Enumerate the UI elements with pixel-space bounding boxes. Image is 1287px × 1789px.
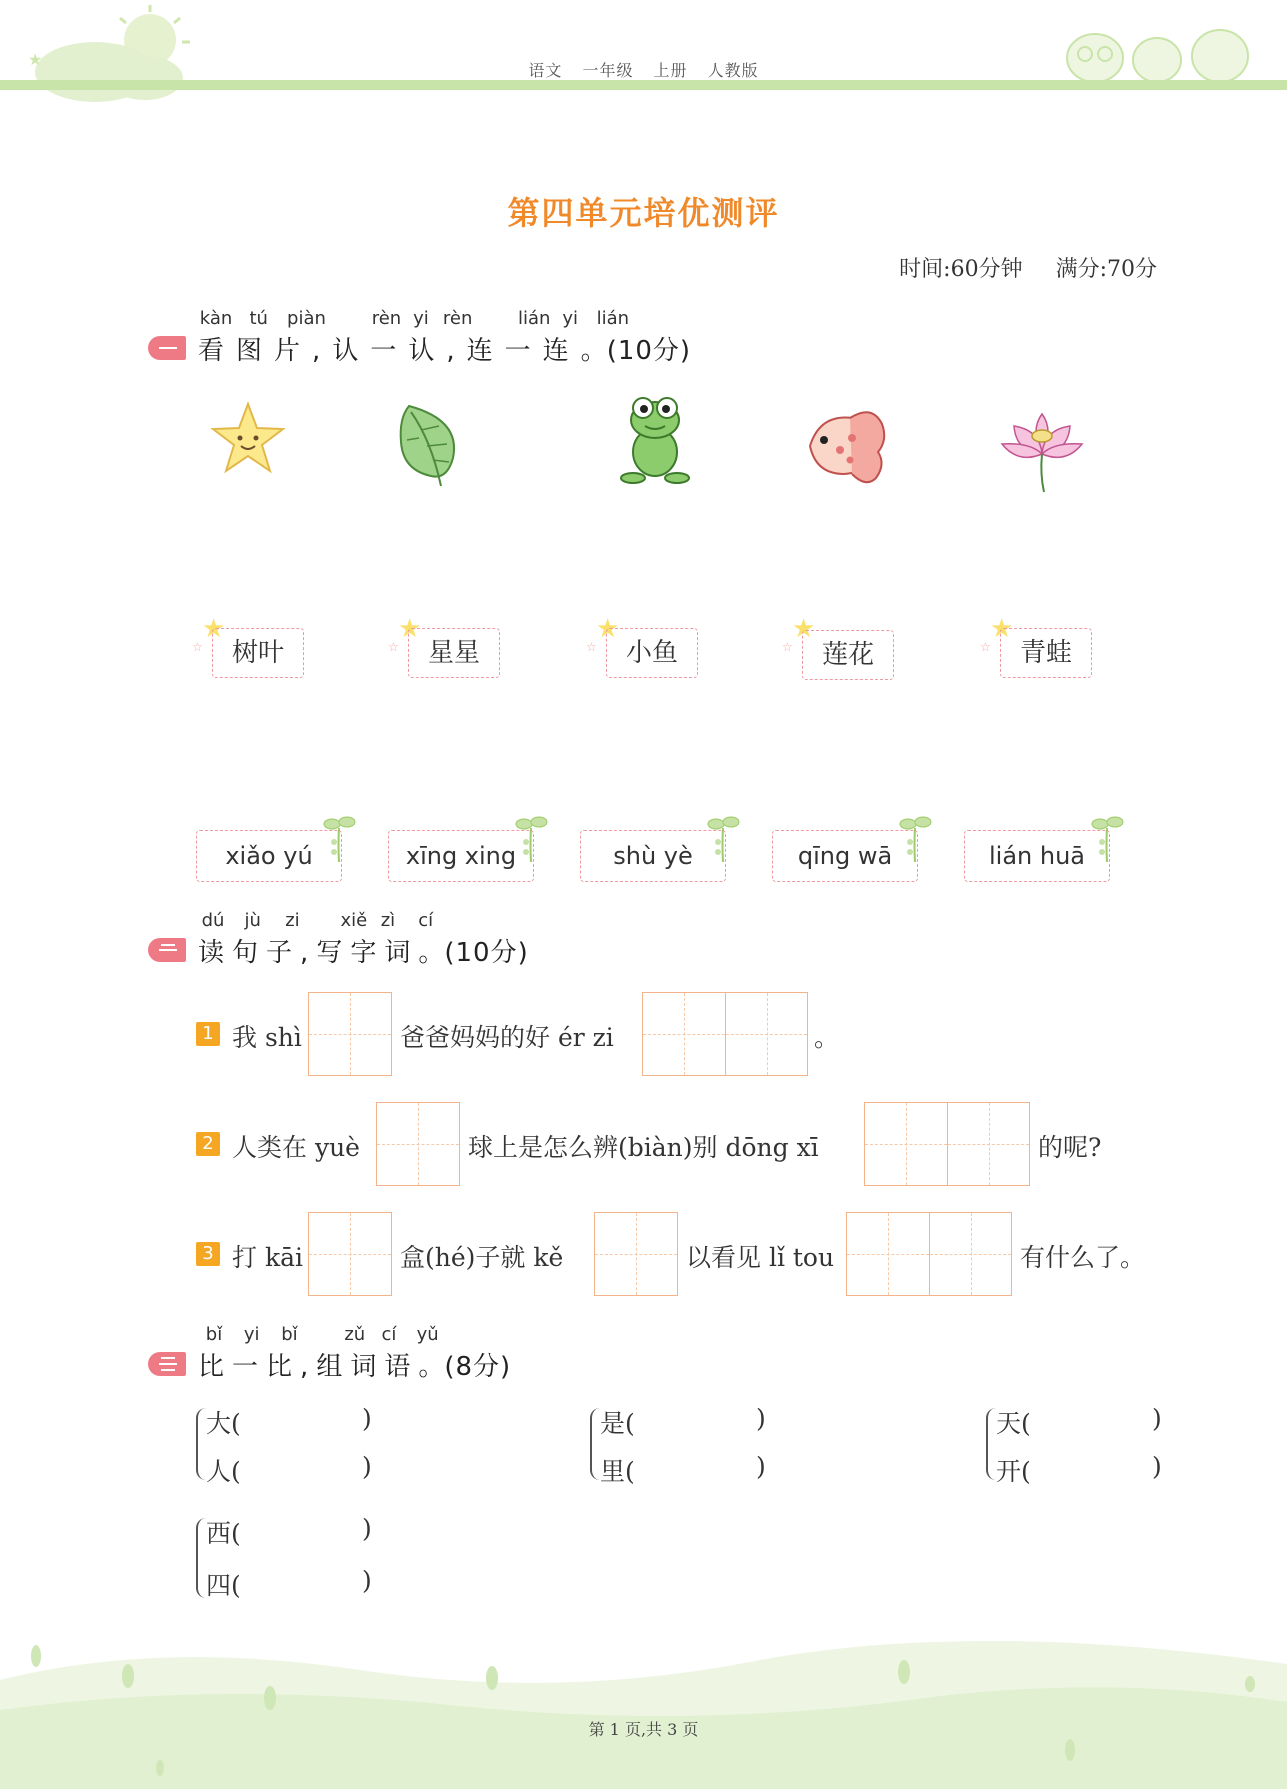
sprout-icon [898,814,932,864]
char: 图 [236,336,275,366]
header-tags [0,58,1287,81]
section3-points: (8分) [444,1352,512,1382]
grid-cell[interactable] [865,1103,947,1185]
compare-item: 大( [206,1409,241,1438]
char: 一 [370,336,409,366]
page-footer: 第 1 页,共 3 页 [588,1720,699,1739]
pinyin: bǐ [205,1324,223,1345]
char: 比 [266,1352,301,1382]
pinyin: xiě [340,910,368,931]
star-deco-icon: ★ [990,614,1014,644]
pinyin: rèn [371,308,402,329]
star-deco-icon: ★ [792,614,816,644]
header-band [0,80,1287,90]
brace [590,1408,600,1480]
char: , [446,336,467,366]
writing-grid[interactable] [308,992,392,1076]
small-star-icon: ☆ [192,640,203,654]
char: 。 [580,336,607,366]
compare-close: ) [362,1452,372,1481]
word-card-text: 青蛙 [1000,628,1092,678]
compare-close: ) [1152,1452,1162,1481]
char: , [300,1352,317,1382]
footer-hills-icon [0,1620,1287,1789]
char: 读 [198,938,233,968]
pinyin: rèn [442,308,473,329]
compare-item: 西( [206,1519,241,1548]
compare-item: 四( [206,1571,241,1600]
sprout-icon [1090,814,1124,864]
pinyin: cí [418,910,434,931]
char: 连 [542,336,581,366]
pinyin: yi [562,308,578,329]
header-tag-subject: 语文 [528,61,563,80]
question-text: 球上是怎么辨(biàn)别 dōng xī [468,1133,819,1162]
word-card-text: 星星 [408,628,500,678]
char: 比 [198,1352,233,1382]
char: 。 [418,938,445,968]
writing-grid[interactable] [594,1212,678,1296]
compare-item: 天( [996,1409,1031,1438]
grid-cell[interactable] [643,993,725,1075]
question-text: 盒(hé)子就 kě [400,1243,564,1272]
pinyin: zǔ [344,1324,366,1345]
section2-pinyin [196,910,443,931]
char: , [312,336,333,366]
star-deco-icon: ★ [202,614,226,644]
pinyin-card-2[interactable]: xīng xing [388,830,534,882]
compare-item: 人( [206,1457,241,1486]
section2-points: (10分) [444,938,529,968]
compare-item: 开( [996,1457,1031,1486]
pinyin: yi [413,308,429,329]
pinyin: cí [381,1324,397,1345]
writing-grid[interactable] [864,1102,1030,1186]
star-deco-icon: ★ [398,614,422,644]
section3-badge [148,1352,186,1376]
grid-cell[interactable] [309,1213,391,1295]
question-text: 爸爸妈妈的好 ér zi [400,1023,614,1052]
writing-grid[interactable] [846,1212,1012,1296]
sprout-icon [514,814,548,864]
star-deco-icon: ★ [596,614,620,644]
char: 语 [384,1352,419,1382]
compare-close: ) [362,1404,372,1433]
question-text: 人类在 yuè [232,1133,360,1162]
section1-points: (10分) [606,336,692,366]
compare-close: ) [756,1452,766,1481]
pinyin: bǐ [281,1324,298,1345]
small-star-icon: ☆ [586,640,597,654]
char: 。 [418,1352,445,1382]
pinyin: lián [517,308,551,329]
brace [196,1408,206,1480]
lotus-icon [1000,408,1084,494]
small-star-icon: ☆ [388,640,399,654]
exam-meta [873,252,1157,283]
pinyin: yǔ [416,1324,439,1345]
grid-cell[interactable] [309,993,391,1075]
section3-title [198,1346,511,1383]
compare-close: ) [362,1566,372,1595]
char: 子 [266,938,301,968]
exam-time: 时间:60分钟 [899,257,1023,282]
compare-item: 是( [600,1409,635,1438]
pinyin: zi [285,910,300,931]
pinyin: tú [249,308,268,329]
section2-badge [148,938,186,962]
writing-grid[interactable] [308,1212,392,1296]
fish-icon [800,400,890,490]
pinyin: kàn [199,308,233,329]
exam-score: 满分:70分 [1055,257,1157,282]
writing-grid[interactable] [376,1102,460,1186]
page-title: 第四单元培优测评 [507,194,780,232]
char: 字 [350,938,385,968]
pinyin: yi [243,1324,260,1345]
question-number: 2 [196,1132,220,1156]
small-star-icon: ☆ [980,640,991,654]
char: 写 [316,938,351,968]
grid-cell[interactable] [847,1213,929,1295]
header-tag-volume: 上册 [653,61,688,80]
small-star-icon: ☆ [782,640,793,654]
pinyin: zì [380,910,396,931]
sprout-icon [322,814,356,864]
section2-title [198,932,529,969]
word-card-text: 树叶 [212,628,304,678]
section1-title [198,330,691,367]
char: 一 [232,1352,267,1382]
pinyin: lián [596,308,630,329]
pinyin-card-1[interactable]: xiǎo yú [196,830,342,882]
char: 认 [332,336,371,366]
question-text: 以看见 lǐ tou [686,1243,835,1272]
char: 词 [384,938,419,968]
question-number: 3 [196,1242,220,1266]
char: 词 [350,1352,385,1382]
question-text: 有什么了。 [1020,1243,1146,1272]
section1-pinyin [196,308,636,329]
frog-icon [615,390,695,490]
grid-cell[interactable] [929,1213,1011,1295]
svg-text:★: ★ [28,50,43,69]
header-tag-edition: 人教版 [707,61,759,80]
sprout-icon [706,814,740,864]
grid-cell[interactable] [595,1213,677,1295]
word-card-text: 小鱼 [606,628,698,678]
char: , [300,938,317,968]
grid-cell[interactable] [725,993,807,1075]
writing-grid[interactable] [642,992,808,1076]
compare-close: ) [362,1514,372,1543]
star-icon [210,400,286,476]
brace [986,1408,996,1480]
section1-badge [148,336,186,360]
question-text: 的呢? [1038,1133,1102,1162]
grid-cell[interactable] [947,1103,1029,1185]
question-text: 打 kāi [232,1243,303,1272]
pinyin-card-4[interactable]: qīng wā [772,830,918,882]
section3-pinyin [200,1324,443,1345]
leaf-icon [395,400,465,490]
pinyin: jù [244,910,261,931]
grid-cell[interactable] [377,1103,459,1185]
compare-close: ) [1152,1404,1162,1433]
char: 认 [408,336,447,366]
pinyin-card-5[interactable]: lián huā [964,830,1110,882]
pinyin-card-3[interactable]: shù yè [580,830,726,882]
question-number: 1 [196,1022,220,1046]
char: 一 [504,336,543,366]
char: 组 [316,1352,351,1382]
header-tag-grade: 一年级 [582,61,634,80]
char: 句 [232,938,267,968]
word-card-text: 莲花 [802,630,894,680]
question-text: 我 shì [232,1023,302,1052]
pinyin: dú [201,910,225,931]
brace [196,1518,206,1598]
question-text: 。 [814,1023,840,1052]
compare-item: 里( [600,1457,635,1486]
char: 片 [274,336,313,366]
pinyin: piàn [287,308,326,329]
char: 看 [198,336,237,366]
compare-close: ) [756,1404,766,1433]
char: 连 [466,336,505,366]
